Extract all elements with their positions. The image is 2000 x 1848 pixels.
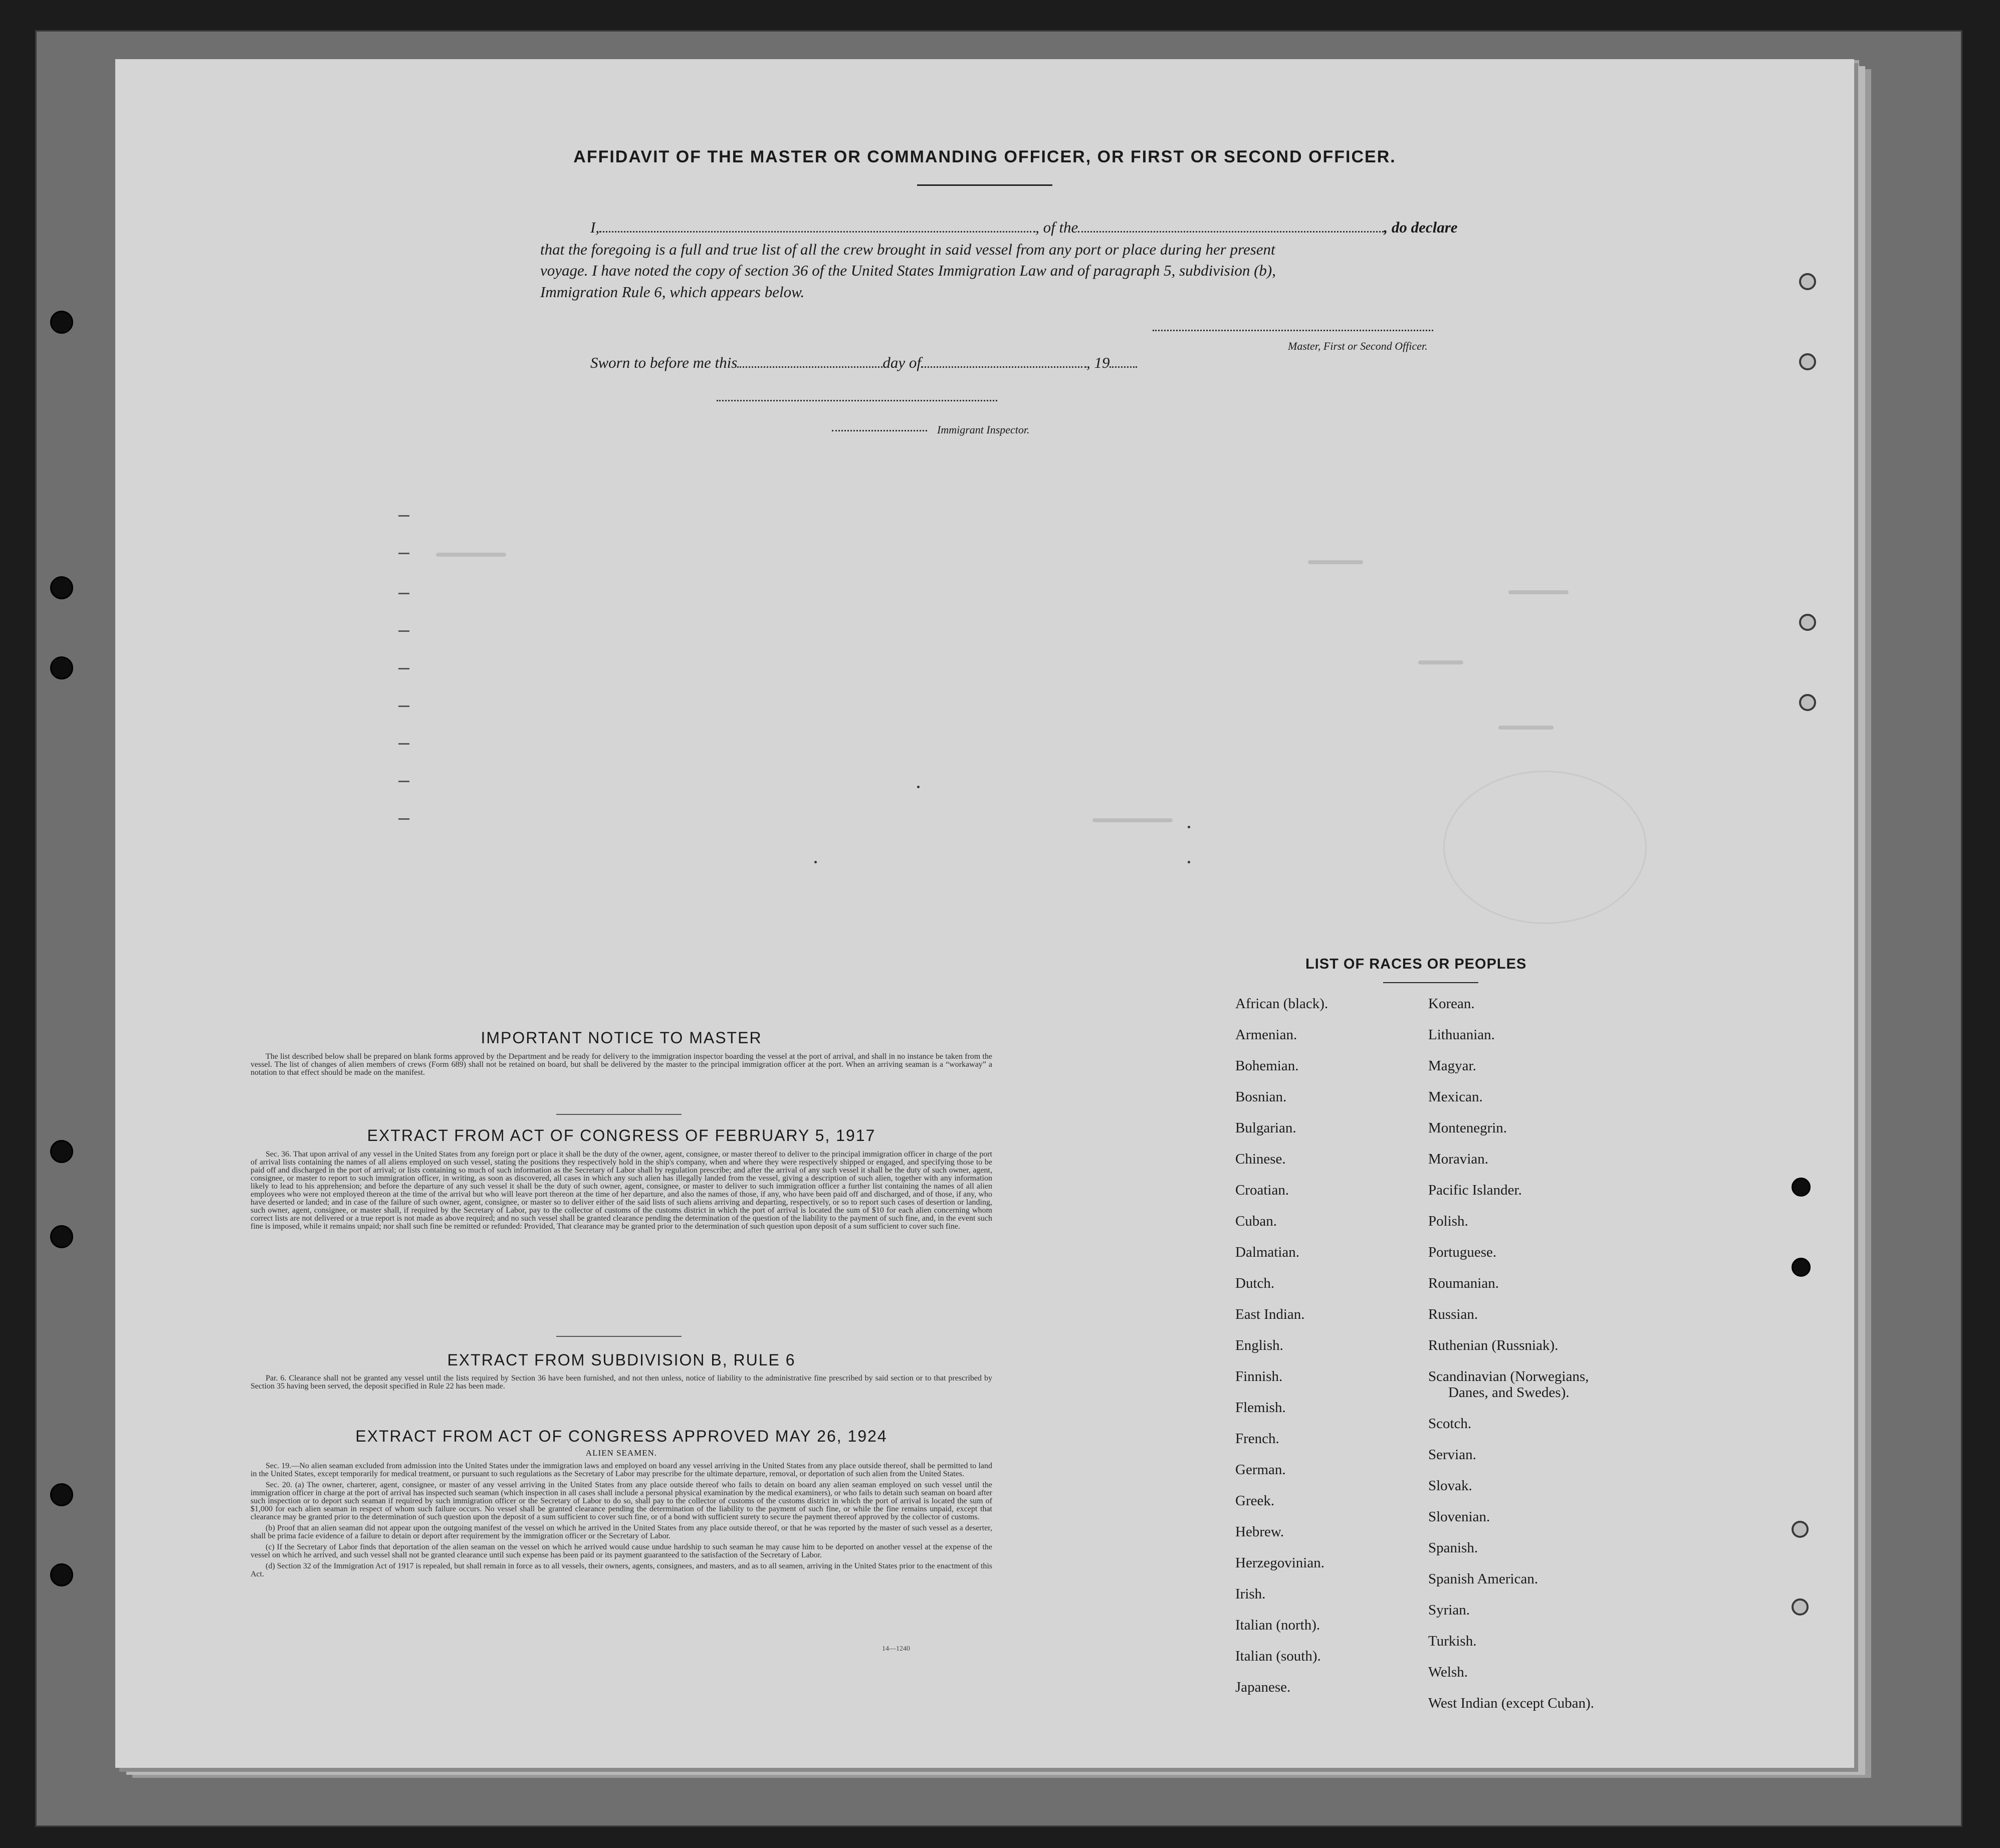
race-item: Moravian. (1428, 1151, 1488, 1167)
race-item: Dutch. (1235, 1275, 1275, 1291)
race-item: French. (1235, 1431, 1279, 1447)
race-item: Herzegovinian. (1235, 1555, 1324, 1571)
race-item: Roumanian. (1428, 1275, 1499, 1291)
race-item: Turkish. (1428, 1633, 1477, 1649)
race-item: Italian (south). (1235, 1648, 1321, 1664)
divider (556, 1336, 682, 1337)
punch-ring (1799, 614, 1816, 631)
extract-1924-subheading: ALIEN SEAMEN. (585, 1448, 657, 1458)
race-item: Bosnian. (1235, 1089, 1287, 1105)
binder-hole (50, 1140, 73, 1163)
affidavit-i-label: I, (590, 218, 600, 236)
affidavit-line-1 (590, 218, 1458, 237)
faint-stamp (1443, 771, 1647, 924)
race-item: East Indian. (1235, 1306, 1305, 1322)
race-item: Pacific Islander. (1428, 1182, 1522, 1198)
race-item: Irish. (1235, 1586, 1266, 1602)
paragraph-sec-20a: Sec. 20. (a) The owner, charterer, agent, consignee, or master of any vessel arriving in the United States from any place outside thereof who fails to detain on board any alien seaman employed on such vessel until the immigration officer in charge at the port of arrival has inspected such seaman (which inspection in all cases shall include a personal physical examination by the medical examiners), or who fails to detain such seaman on board after such inspection or to deport such seaman if required by such immigration officer or the Secretary of Labor to do so, shall pay to the collector of customs of the customs district in which the port of arrival is located the sum of $1,000 for each alien seaman in respect of whom such failure occurs. No vessel shall be granted clearance pending the determination of the liability to the payment of such fine, or while the fine remains unpaid, except that clearance may be granted prior to the determination of such question upon the deposit of a sum sufficient to cover such fine, or of a bond with sufficient surety to secure the payment thereof approved by the collector of customs. (251, 1481, 992, 1521)
race-item: Cuban. (1235, 1213, 1277, 1229)
extract-1917-heading: EXTRACT FROM ACT OF CONGRESS OF FEBRUARY 5, 1917 (367, 1126, 876, 1144)
binder-hole (50, 311, 73, 334)
race-item: English. (1235, 1337, 1283, 1353)
signature-caption: Master, First or Second Officer. (1288, 340, 1428, 352)
bleed-dash (398, 630, 409, 632)
race-item: Portuguese. (1428, 1244, 1497, 1260)
manifest-back-page (115, 59, 1854, 1768)
extract-rule6-text: Par. 6. Clearance shall not be granted any vessel until the lists required by Section 36 have been furnished, and not then unless, notice of liability to the administrative fine prescribed by said section or to that prescribed by Section 35 having been served, the deposit specified in Rule 22 has been made. (251, 1374, 992, 1391)
signature-blank[interactable] (1153, 330, 1433, 331)
sworn-line (590, 354, 1137, 372)
extract-1917-text: Sec. 36. That upon arrival of any vessel in the United States from any foreign port or place it shall be the duty of the owner, agent, consignee, or master thereof to deliver to the principal immigration officer in charge of the port of arrival lists containing the names of all aliens employed on such vessel, stating the positions they respectively hold in the ship's company, when and where they were respectively shipped or engaged, and specifying those to be paid off and discharged in the port of arrival; or lists containing so much of such information as the Secretary of Labor shall by regulation prescribe; and after the arrival of any such vessel it shall be the duty of such owner, agent, consignee, or master to report to such immigration officer, in writing, as soon as discovered, all cases in which any such alien has illegally landed from the vessel, giving a description of such alien, together with any information likely to lead to his apprehension; and before the departure of any such vessel it shall be the duty of such owner, agent, consignee, or master to deliver to such immigration officer a further list containing the names of all alien employees who were not employed thereon at the time of the arrival but who will leave port thereon at the time of her departure, and also the names of those, if any, who have been paid off and discharged, and of those, if any, who have deserted or landed; and in case of the failure of such owner, agent, consignee, or master so to deliver either of the said lists of such aliens arriving and departing, respectively, or so to report such cases of desertion or landing, such owner, agent, consignee, or master shall, if required by the Secretary of Labor, pay to the collector of customs of the customs district in which the port of arrival is located the sum of $10 for each alien concerning whom correct lists are not delivered or a true report is not made as above required; and no such vessel shall be granted clearance pending the determination of the question of the liability to the payment of such fine, and, in the event such fine is imposed, while it remains unpaid; nor shall such fine be remitted or refunded: Provided, That clearance may be granted prior to the determination of such question upon deposit of a sum sufficient to cover such fine. (251, 1150, 992, 1231)
punch-ring (1792, 1598, 1809, 1615)
race-item: Scotch. (1428, 1416, 1472, 1432)
speck (1188, 861, 1190, 863)
sworn-day-blank[interactable] (737, 366, 882, 368)
races-underline (1383, 982, 1478, 983)
extract-1924-heading: EXTRACT FROM ACT OF CONGRESS APPROVED MAY 26, 1924 (355, 1427, 887, 1445)
punch-hole (1792, 1178, 1811, 1197)
race-item: Slovak. (1428, 1478, 1472, 1494)
race-item: Lithuanian. (1428, 1027, 1495, 1043)
name-blank[interactable] (599, 231, 1035, 233)
race-item: Ruthenian (Russniak). (1428, 1337, 1559, 1353)
bleed-dash (398, 593, 409, 594)
race-item: Flemish. (1235, 1400, 1286, 1416)
race-item: West Indian (except Cuban). (1428, 1695, 1595, 1711)
speck (917, 786, 920, 788)
day-of-label: day of (882, 354, 921, 371)
race-item: Spanish American. (1428, 1571, 1538, 1587)
race-item: Hebrew. (1235, 1524, 1284, 1540)
paragraph-sec-19: Sec. 19.—No alien seaman excluded from admission into the United States under the immigration laws and employed on board any vessel arriving in the United States from any place outside thereof, shall be permitted to land in the United States, except temporarily for medical treatment, or pursuant to such regulations as the Secretary of Labor may prescribe for the ultimate departure, removal, or deportation of such alien from the United States. (251, 1462, 992, 1478)
race-item: Bohemian. (1235, 1058, 1299, 1074)
race-item: Japanese. (1235, 1679, 1291, 1695)
race-item: Dalmatian. (1235, 1244, 1300, 1260)
sworn-label: Sworn to before me this (590, 354, 738, 371)
bleed-mark (1092, 818, 1173, 822)
race-item: Scandinavian (Norwegians, (1428, 1368, 1589, 1384)
punch-hole (1792, 1258, 1811, 1277)
punch-ring (1799, 353, 1816, 370)
binder-hole (50, 1225, 73, 1248)
race-item: Servian. (1428, 1447, 1476, 1463)
paragraph-sec-20c: (c) If the Secretary of Labor finds that deportation of the alien seaman on the vessel on which he arrived would cause undue hardship to such seaman he may cause him to be deported on another vessel at the expense of the vessel on which he arrived, and such vessel shall not be granted clearance until such expense has been paid or its payment guaranteed to the satisfaction of the Secretary of Labor. (251, 1543, 992, 1559)
year-label: , 19 (1086, 354, 1110, 371)
notice-text: The list described below shall be prepared on blank forms approved by the Department and be ready for delivery to the immigration inspector boarding the vessel at the port of arrival, and shall in no instance be taken from the vessel. The list of changes of alien members of crews (Form 689) shall not be retained on board, but shall be delivered by the master to the principal immigration officer at the port. When an arriving seaman is a “workaway” a notation to that effect should be made on the manifest. (251, 1052, 992, 1077)
race-item: Russian. (1428, 1306, 1478, 1322)
races-heading: LIST OF RACES OR PEOPLES (1305, 956, 1527, 972)
race-item: Korean. (1428, 996, 1475, 1012)
bleed-dash (398, 743, 409, 745)
form-number: 14—1240 (882, 1645, 910, 1653)
affidavit-line-3: voyage. I have noted the copy of section 36 of the United States Immigration Law and of paragraph 5, subdivision (b), (540, 262, 1276, 279)
do-declare-label: , do declare (1384, 218, 1458, 236)
title-underline (917, 184, 1052, 186)
extract-1924-body (251, 1462, 992, 1578)
bleed-dash (398, 706, 409, 707)
race-item: Welsh. (1428, 1664, 1468, 1680)
race-item: Italian (north). (1235, 1617, 1320, 1633)
bleed-mark (1308, 560, 1363, 564)
binder-hole (50, 656, 73, 679)
bleed-mark (1418, 660, 1463, 664)
affidavit-title: AFFIDAVIT OF THE MASTER OR COMMANDING OFFICER, OR FIRST OR SECOND OFFICER. (573, 147, 1396, 166)
paragraph-sec-20b: (b) Proof that an alien seaman did not appear upon the outgoing manifest of the vessel on which he arrived in the United States from any place outside thereof, or that he was reported by the master of such vessel as a deserter, shall be prima facie evidence of a failure to detain or deport after requirement by the immigration officer or the Secretary of Labor. (251, 1524, 992, 1540)
race-item: Danes, and Swedes). (1448, 1384, 1570, 1401)
race-item: Croatian. (1235, 1182, 1289, 1198)
binder-hole (50, 1563, 73, 1586)
bleed-dash (398, 818, 409, 820)
race-item: German. (1235, 1462, 1286, 1478)
race-item: Armenian. (1235, 1027, 1297, 1043)
race-item: Magyar. (1428, 1058, 1476, 1074)
race-item: African (black). (1235, 996, 1328, 1012)
speck (814, 861, 817, 863)
extract-rule6-heading: EXTRACT FROM SUBDIVISION B, RULE 6 (447, 1351, 796, 1369)
affidavit-line-4: Immigration Rule 6, which appears below. (540, 283, 805, 301)
speck (1188, 826, 1190, 828)
race-item: Polish. (1428, 1213, 1468, 1229)
bleed-dash (398, 553, 409, 554)
punch-ring (1799, 694, 1816, 711)
race-item: Slovenian. (1428, 1509, 1490, 1525)
race-item: Greek. (1235, 1493, 1275, 1509)
race-item: Chinese. (1235, 1151, 1286, 1167)
inspector-signature-blank[interactable] (717, 400, 997, 401)
vessel-blank[interactable] (1078, 231, 1384, 233)
bleed-mark (436, 553, 506, 557)
race-item: Syrian. (1428, 1602, 1470, 1618)
punch-ring (1799, 273, 1816, 290)
race-item: Montenegrin. (1428, 1120, 1507, 1136)
divider (556, 1114, 682, 1115)
inspector-name-blank[interactable] (832, 430, 927, 431)
bleed-dash (398, 668, 409, 669)
inspector-caption: Immigrant Inspector. (937, 423, 1030, 436)
sworn-year-blank[interactable] (1109, 366, 1137, 368)
binder-hole (50, 576, 73, 599)
of-the-label: , of the (1035, 218, 1078, 236)
race-item: Bulgarian. (1235, 1120, 1296, 1136)
notice-heading: IMPORTANT NOTICE TO MASTER (481, 1029, 762, 1047)
bleed-dash (398, 515, 409, 517)
race-item: Finnish. (1235, 1368, 1283, 1384)
bleed-dash (398, 781, 409, 782)
race-item: Spanish. (1428, 1540, 1478, 1556)
paragraph-sec-20d: (d) Section 32 of the Immigration Act of 1917 is repealed, but shall remain in force as to all vessels, their owners, agents, consignees, and masters, and as to all seamen, arriving in the United States prior to the enactment of this Act. (251, 1562, 992, 1578)
sworn-month-blank[interactable] (921, 366, 1086, 368)
bleed-mark (1508, 590, 1569, 594)
punch-ring (1792, 1521, 1809, 1538)
race-item: Mexican. (1428, 1089, 1483, 1105)
affidavit-line-2: that the foregoing is a full and true list of all the crew brought in said vessel from any port or place during her present (540, 241, 1275, 258)
binder-hole (50, 1483, 73, 1506)
bleed-mark (1498, 726, 1553, 730)
